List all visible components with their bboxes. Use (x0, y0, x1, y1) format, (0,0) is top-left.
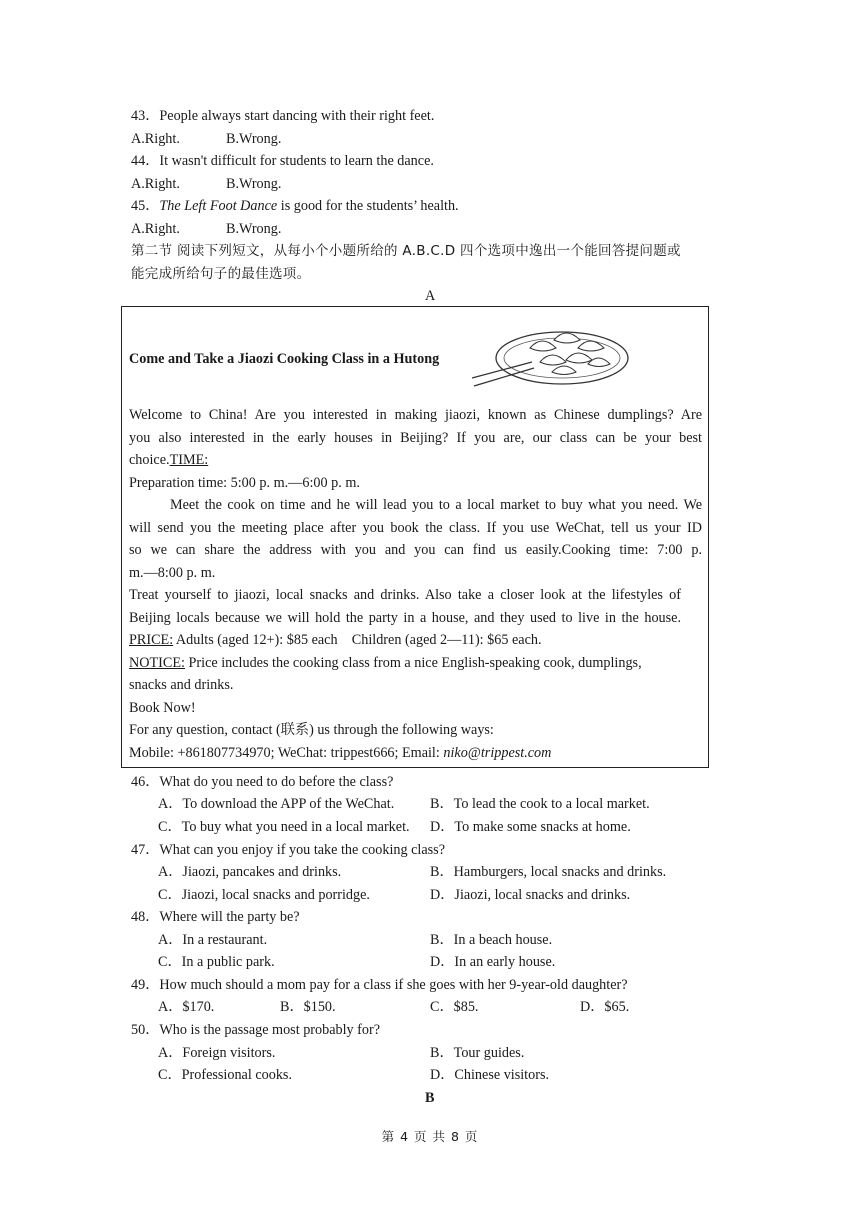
ad-paragraph2-line4: m.—8:00 p. m. (129, 565, 216, 581)
ad-paragraph1-line2: you also interested in the early houses in Beijing? If you are, our class can be your best (129, 430, 702, 446)
ad-choice-text: choice. (129, 452, 170, 468)
ad-price-label: PRICE: (129, 632, 174, 648)
option-47-c: C．Jiaozi, local snacks and porridge. (158, 887, 370, 903)
ad-paragraph3-line2: Beijing locals because we will hold the party in a house, and they used to live in the house. (129, 610, 681, 626)
ad-paragraph1-line3 (129, 450, 208, 470)
question-48: 48．Where will the party be? (131, 909, 300, 925)
ad-price (129, 630, 542, 650)
question-44: 44．It wasn't difficult for students to learn the dance. (131, 153, 434, 169)
ad-paragraph2-line2: will send you the meeting place after you book the class. If you use WeChat, tell us your ID (129, 520, 702, 536)
option-50-a: A．Foreign visitors. (158, 1045, 276, 1061)
ad-paragraph2-line3: so we can share the address with you and you can find us easily.Cooking time: 7:00 p. (129, 542, 702, 558)
option-48-b: B．In a beach house. (430, 932, 553, 948)
option-49-a: A．$170. (158, 999, 215, 1015)
question-45-title: The Left Foot Dance (159, 198, 278, 214)
option-43-b: B.Wrong. (226, 131, 282, 147)
option-50-b: B．Tour guides. (430, 1045, 525, 1061)
option-47-a: A．Jiaozi, pancakes and drinks. (158, 864, 342, 880)
ad-contact-details (129, 743, 551, 763)
option-47-d: D．Jiaozi, local snacks and drinks. (430, 887, 631, 903)
page-number: 第 4 页 共 8 页 (381, 1129, 479, 1144)
option-48-d: D．In an early house. (430, 954, 556, 970)
option-45-a: A.Right. (131, 221, 180, 237)
ad-price-text: Adults (aged 12+): $85 each Children (aged 2—11): $65 each. (173, 632, 542, 648)
ad-notice-line2: snacks and drinks. (129, 677, 234, 693)
ad-book-now: Book Now! (129, 700, 196, 716)
option-48-c: C．In a public park. (158, 954, 275, 970)
ad-notice (129, 653, 642, 673)
ad-notice-label: NOTICE: (129, 655, 185, 671)
option-45-b: B.Wrong. (226, 221, 282, 237)
question-50: 50．Who is the passage most probably for? (131, 1022, 381, 1038)
question-47: 47．What can you enjoy if you take the cooking class? (131, 842, 446, 858)
ad-time-label: TIME: (169, 452, 209, 468)
option-49-c: C．$85. (430, 999, 479, 1015)
question-43: 43．People always start dancing with their right feet. (131, 108, 435, 124)
ad-mobile-wechat: Mobile: +861807734970; WeChat: trippest666; Email: (129, 745, 444, 761)
question-46: 46．What do you need to do before the class? (131, 774, 394, 790)
option-48-a: A．In a restaurant. (158, 932, 268, 948)
ad-preparation-time: Preparation time: 5:00 p. m.—6:00 p. m. (129, 475, 360, 491)
option-50-d: D．Chinese visitors. (430, 1067, 550, 1083)
ad-email: niko@trippest.com (443, 745, 552, 761)
section-instruction-line1: 第二节 阅读下列短文，从每小个小题所给的 A.B.C.D 四个选项中逸出一个能回答提问题或 (131, 243, 681, 259)
option-47-b: B．Hamburgers, local snacks and drinks. (430, 864, 667, 880)
option-50-c: C．Professional cooks. (158, 1067, 292, 1083)
question-49: 49．How much should a mom pay for a class if she goes with her 9-year-old daughter? (131, 977, 628, 993)
ad-title: Come and Take a Jiaozi Cooking Class in a Hutong (129, 351, 440, 367)
ad-paragraph2-line1: Meet the cook on time and he will lead you to a local market to buy what you need. We (170, 497, 702, 513)
option-49-d: D．$65. (580, 999, 630, 1015)
ad-paragraph3-line1: Treat yourself to jiaozi, local snacks and drinks. Also take a closer look at the lifestyles of (129, 587, 681, 603)
section-instruction-line2: 能完成所给句子的最佳选项。 (131, 266, 311, 282)
option-46-a: A．To download the APP of the WeChat. (158, 796, 395, 812)
question-45 (131, 196, 459, 216)
ad-paragraph1-line1: Welcome to China! Are you interested in making jiaozi, known as Chinese dumplings? Are (129, 407, 702, 423)
passage-label-a: A (425, 288, 436, 304)
dumpling-plate-icon (470, 318, 635, 396)
question-45-rest: is good for the students’ health. (277, 198, 459, 214)
option-44-a: A.Right. (131, 176, 180, 192)
option-49-b: B．$150. (280, 999, 336, 1015)
passage-label-b: B (425, 1090, 435, 1106)
option-46-b: B．To lead the cook to a local market. (430, 796, 650, 812)
option-44-b: B.Wrong. (226, 176, 282, 192)
option-46-c: C．To buy what you need in a local market. (158, 819, 410, 835)
ad-notice-text: Price includes the cooking class from a nice English-speaking cook, dumplings, (184, 655, 642, 671)
option-46-d: D．To make some snacks at home. (430, 819, 631, 835)
question-45-number: 45． (131, 198, 160, 214)
option-43-a: A.Right. (131, 131, 180, 147)
ad-contact: For any question, contact (联系) us through the following ways: (129, 722, 494, 738)
